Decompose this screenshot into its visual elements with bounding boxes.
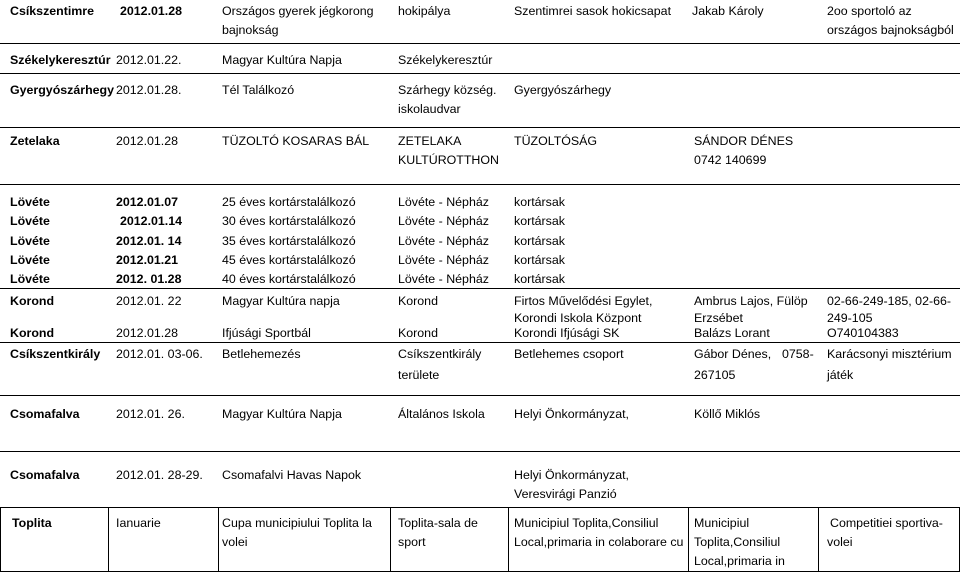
place-cell: Lövéte — [10, 195, 50, 209]
row-divider — [0, 451, 960, 452]
cell-border — [688, 507, 689, 572]
contact-cell: Municipiul — [694, 516, 750, 530]
note-cell: Karácsonyi misztérium — [827, 347, 952, 361]
venue-cell: Lövéte - Népház — [398, 253, 489, 267]
organizer-cell: kortársak — [514, 272, 565, 286]
event-cell: Tél Találkozó — [222, 83, 295, 97]
organizer-cell: Helyi Önkormányzat, — [514, 468, 629, 482]
contact-cell: Erzsébet — [694, 311, 743, 325]
venue-cell: Lövéte - Népház — [398, 195, 489, 209]
place-cell: Csíkszentkirály — [10, 347, 101, 361]
place-cell: Lövéte — [10, 253, 50, 267]
date-cell: 2012.01.07 — [116, 195, 179, 209]
date-cell: 2012.01.28 — [116, 134, 179, 148]
cell-border — [390, 507, 391, 572]
venue-cell: területe — [398, 368, 440, 382]
date-cell: 2012. 01.28 — [116, 272, 182, 286]
venue-cell: Általános Iskola — [398, 407, 485, 421]
place-cell: Korond — [10, 326, 55, 340]
contact-cell: Jakab Károly — [692, 4, 764, 18]
date-cell: 2012.01. 03-06. — [116, 347, 203, 361]
event-cell: Magyar Kultúra Napja — [222, 53, 342, 67]
venue-cell: Szárhegy község. — [398, 83, 497, 97]
contact-cell: Toplita,Consiliul — [694, 535, 781, 549]
event-cell: Ifjúsági Sportbál — [222, 326, 311, 340]
date-cell: 2012.01. 26. — [116, 407, 185, 421]
organizer-cell: Szentimrei sasok hokicsapat — [514, 4, 672, 18]
venue-cell: iskolaudvar — [398, 102, 461, 116]
event-cell: 25 éves kortárstalálkozó — [222, 195, 356, 209]
note-cell: 249-105 — [827, 311, 873, 325]
place-cell: Zetelaka — [10, 134, 60, 148]
place-cell: Lövéte — [10, 272, 50, 286]
note-cell: országos bajnokságból — [827, 23, 954, 37]
place-cell: Csomafalva — [10, 407, 80, 421]
venue-cell: Lövéte - Népház — [398, 234, 489, 248]
contact-cell: 267105 — [694, 368, 736, 382]
date-cell: 2012.01. 22 — [116, 294, 182, 308]
date-cell: 2012.01.28 — [116, 326, 179, 340]
place-cell: Székelykeresztúr — [10, 53, 111, 67]
organizer-cell: kortársak — [514, 214, 565, 228]
row-divider — [0, 43, 960, 44]
venue-cell: Székelykeresztúr — [398, 53, 493, 67]
place-cell: Csomafalva — [10, 468, 80, 482]
note-cell: játék — [827, 368, 854, 382]
date-cell: 2012.01.22. — [116, 53, 182, 67]
row-divider — [0, 184, 960, 185]
cell-border — [818, 507, 819, 572]
note-cell: O740104383 — [827, 326, 899, 340]
venue-cell: sport — [398, 535, 426, 549]
event-cell: 30 éves kortárstalálkozó — [222, 214, 356, 228]
row-divider — [0, 127, 960, 128]
venue-cell: Csíkszentkirály — [398, 347, 482, 361]
row-divider — [0, 395, 960, 396]
contact-cell: Local,primaria in — [694, 554, 785, 568]
place-cell: Csíkszentimre — [10, 4, 95, 18]
venue-cell: Lövéte - Népház — [398, 214, 489, 228]
cell-border — [218, 507, 219, 572]
organizer-cell: TÜZOLTÓSÁG — [514, 134, 598, 148]
contact-cell: 0742 140699 — [694, 153, 767, 167]
date-cell: 2012.01.28 — [120, 4, 183, 18]
event-cell: bajnokság — [222, 23, 279, 37]
date-cell: 2012.01. 28-29. — [116, 468, 203, 482]
event-cell: Betlehemezés — [222, 347, 301, 361]
place-cell: Lövéte — [10, 214, 50, 228]
organizer-cell: Korondi Ifjúsági SK — [514, 326, 620, 340]
venue-cell: ZETELAKA — [398, 134, 462, 148]
place-cell: Gyergyószárhegy — [10, 83, 114, 97]
cell-border — [108, 507, 109, 572]
note-cell: volei — [827, 535, 853, 549]
cell-border — [508, 507, 509, 572]
row-divider — [0, 507, 960, 508]
venue-cell: KULTÚROTTHON — [398, 153, 499, 167]
place-cell: Korond — [10, 294, 55, 308]
contact-cell: SÁNDOR DÉNES — [694, 134, 794, 148]
organizer-cell: Veresvirági Panzió — [514, 487, 617, 501]
venue-cell: Korond — [398, 294, 438, 308]
event-cell: Cupa municipiului Toplita la — [222, 516, 372, 530]
event-cell: 35 éves kortárstalálkozó — [222, 234, 356, 248]
note-cell: Competitiei sportiva- — [830, 516, 943, 530]
event-cell: Országos gyerek jégkorong — [222, 4, 374, 18]
organizer-cell: kortársak — [514, 253, 565, 267]
note-cell: 02-66-249-185, 02-66- — [827, 294, 951, 308]
date-cell: 2012.01.28. — [116, 83, 182, 97]
event-cell: TÜZOLTÓ KOSARAS BÁL — [222, 134, 370, 148]
organizer-cell: kortársak — [514, 234, 565, 248]
date-cell: 2012.01. 14 — [116, 234, 182, 248]
organizer-cell: Local,primaria in colaborare cu — [514, 535, 684, 549]
row-divider — [0, 73, 960, 74]
event-cell: Magyar Kultúra napja — [222, 294, 340, 308]
organizer-cell: Municipiul Toplita,Consiliul — [514, 516, 659, 530]
contact-cell: 0758- — [782, 347, 814, 361]
event-cell: Magyar Kultúra Napja — [222, 407, 342, 421]
event-cell: volei — [222, 535, 248, 549]
organizer-cell: Betlehemes csoport — [514, 347, 624, 361]
venue-cell: Toplita-sala de — [398, 516, 478, 530]
organizer-cell: Gyergyószárhegy — [514, 83, 612, 97]
date-cell: Ianuarie — [116, 516, 161, 530]
contact-cell: Gábor Dénes, — [694, 347, 772, 361]
organizer-cell: Helyi Önkormányzat, — [514, 407, 629, 421]
note-cell: 2oo sportoló az — [827, 4, 912, 18]
event-cell: Csomafalvi Havas Napok — [222, 468, 362, 482]
organizer-cell: Korondi Iskola Központ — [514, 311, 642, 325]
date-cell: 2012.01.21 — [116, 253, 179, 267]
event-cell: 45 éves kortárstalálkozó — [222, 253, 356, 267]
place-cell: Lövéte — [10, 234, 50, 248]
place-cell: Toplita — [12, 516, 52, 530]
venue-cell: Korond — [398, 326, 438, 340]
contact-cell: Ambrus Lajos, Fülöp — [694, 294, 808, 308]
contact-cell: Köllő Miklós — [694, 407, 761, 421]
contact-cell: Balázs Lorant — [694, 326, 770, 340]
cell-border — [0, 507, 1, 572]
organizer-cell: kortársak — [514, 195, 565, 209]
date-cell: 2012.01.14 — [120, 214, 183, 228]
event-cell: 40 éves kortárstalálkozó — [222, 272, 356, 286]
venue-cell: Lövéte - Népház — [398, 272, 489, 286]
venue-cell: hokipálya — [398, 4, 451, 18]
organizer-cell: Firtos Művelődési Egylet, — [514, 294, 653, 308]
